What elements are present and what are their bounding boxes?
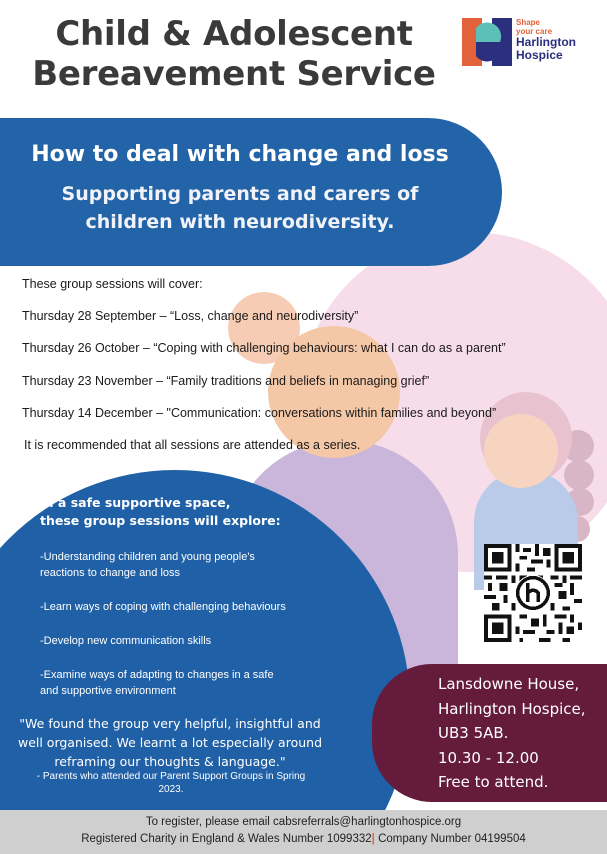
bullet-line: and supportive environment — [40, 685, 176, 697]
sessions-note: It is recommended that all sessions are attended as a series. — [24, 438, 361, 452]
session-item: Thursday 28 September – “Loss, change and neurodiversity” — [22, 309, 359, 323]
session-item: Thursday 23 November – “Family traditions and beliefs in managing grief” — [22, 374, 430, 388]
title-line-1: Child & Adolescent — [55, 14, 413, 54]
explore-heading-line-1: In a safe supportive space, — [40, 495, 231, 510]
explore-bullet — [40, 633, 340, 649]
venue-line-3: UB3 5AB. — [438, 724, 509, 742]
footer-separator: | — [371, 833, 375, 845]
attribution-line: - Parents who attended our Parent Support Groups in Spring — [36, 771, 306, 782]
session-item: Thursday 26 October – “Coping with challenging behaviours: what I can do as a parent” — [22, 341, 506, 355]
headline-title: How to deal with change and loss — [31, 142, 449, 167]
child-braid-decoration — [564, 460, 594, 490]
quote-line: well organised. We learnt a lot especially around — [17, 735, 323, 750]
testimonial-attribution — [6, 770, 336, 796]
child-figure-face — [484, 414, 558, 488]
venue-price: Free to attend. — [438, 773, 549, 791]
page-title — [14, 14, 454, 94]
quote-line: reframing our thoughts & language." — [54, 754, 286, 769]
explore-heading — [40, 494, 320, 530]
registration-qr-code[interactable] — [484, 544, 582, 642]
bullet-line: -Develop new communication skills — [40, 635, 212, 647]
venue-details — [438, 672, 607, 795]
logo-name-2: Hospice — [516, 48, 563, 62]
bullet-line: -Examine ways of adapting to changes in a safe — [40, 669, 274, 681]
bullet-line: -Learn ways of coping with challenging behaviours — [40, 601, 286, 613]
testimonial-quote — [8, 714, 332, 771]
logo-tagline-2: your care — [516, 27, 553, 36]
venue-line-2: Harlington Hospice, — [438, 699, 586, 718]
hospice-logo-icon — [462, 18, 512, 66]
logo-tagline-1: Shape — [516, 18, 541, 27]
company-number: Company Number 04199504 — [378, 833, 526, 845]
registration-instructions: To register, please email cabsreferrals@harlingtonhospice.org — [145, 816, 462, 828]
subtitle-line-2: children with neurodiversity. — [85, 211, 395, 233]
session-item: Thursday 14 December – "Communication: conversations within families and beyond” — [22, 406, 497, 420]
attribution-line: 2023. — [158, 784, 184, 795]
explore-heading-line-2: these group sessions will explore: — [40, 513, 281, 528]
quote-line: "We found the group very helpful, insightful and — [19, 716, 321, 731]
logo-name-1: Harlington — [516, 35, 576, 49]
venue-time: 10.30 - 12.00 — [438, 748, 539, 767]
bullet-line: -Understanding children and young people's — [40, 551, 255, 563]
explore-bullet — [40, 599, 340, 615]
bullet-line: reactions to change and loss — [40, 567, 181, 579]
sessions-intro: These group sessions will cover: — [22, 277, 203, 291]
harlington-hospice-logo — [462, 18, 602, 70]
charity-info — [0, 833, 607, 845]
explore-bullet — [40, 667, 340, 699]
venue-line-1: Lansdowne House, — [438, 675, 580, 693]
charity-number: Registered Charity in England & Wales Number 1099332 — [81, 833, 372, 845]
title-line-2: Bereavement Service — [32, 54, 436, 94]
headline-subtitle — [30, 180, 450, 236]
subtitle-line-1: Supporting parents and carers of — [61, 183, 419, 205]
explore-bullet — [40, 549, 340, 581]
